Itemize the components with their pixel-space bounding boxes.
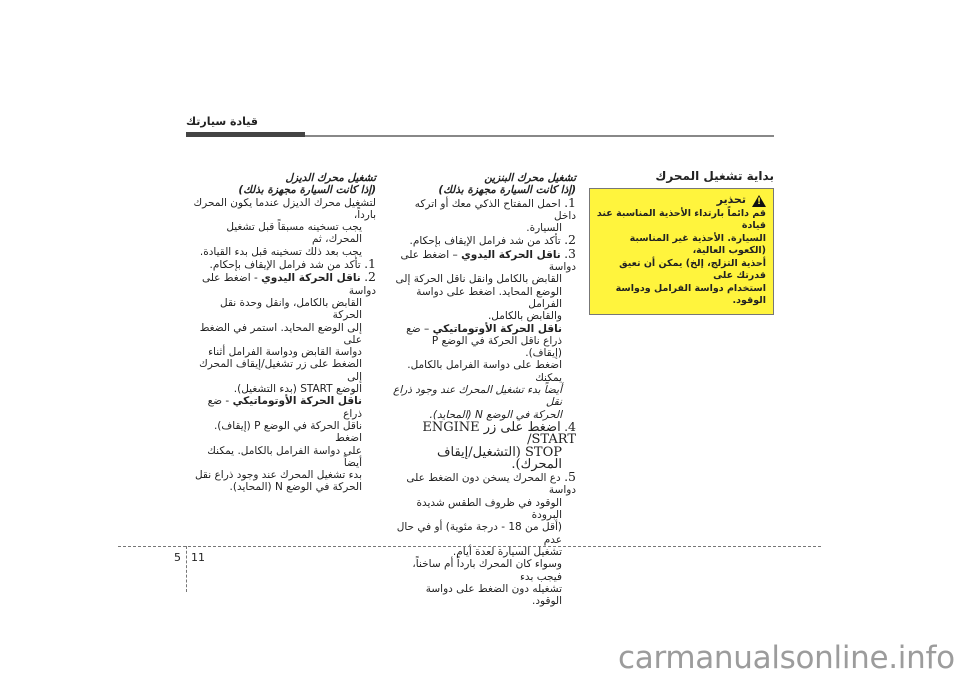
step-text: بدء تشغيل المحرك عند وجود ذراع نقل xyxy=(194,469,362,482)
step-text: دع المحرك يسخن دون الضغط على دواسة xyxy=(406,472,576,497)
step-text: القابض بالكامل، وانقل وحدة نقل الحركة xyxy=(220,296,362,322)
step-item xyxy=(393,194,576,235)
header-rule xyxy=(305,135,774,137)
step-text: ناقل الحركة في الوضع P (إيقاف). اضغط xyxy=(213,419,362,445)
step-number: 4. xyxy=(564,418,576,434)
step-text: دواسة القابض ودواسة الفرامل أثناء xyxy=(208,346,362,359)
warning-line: استخدام دواسة الفرامل ودواسة الوقود. xyxy=(615,282,766,307)
step-text: الوضع المحايد. اضغط على دواسة الفرامل xyxy=(416,285,562,310)
step-number: 3. xyxy=(564,245,576,261)
note-text: تشغيله دون الضغط على دواسة الوقود. xyxy=(425,582,562,608)
step-number: 5. xyxy=(564,469,576,485)
step-text: اضغط على زر ENGINE START/ xyxy=(422,419,576,448)
step-text: اضغط على دواسة الفرامل بالكامل. يمكنك xyxy=(407,359,562,384)
diesel-title: تشغيل محرك الديزل xyxy=(285,172,376,184)
intro-text: يجب تسخينه مسبقاً قبل تشغيل المحرك، ثم xyxy=(226,221,362,246)
step-number: 2. xyxy=(364,269,376,285)
step-text: (أقل من 18 - درجة مئوية) أو في حال عدم xyxy=(396,521,562,546)
step-item xyxy=(188,271,376,395)
step-text: - اضغط على دواسة xyxy=(201,272,376,297)
step-text: – ضع xyxy=(406,322,433,335)
running-header-title: قيادة سيارتك xyxy=(186,115,258,128)
step-text: تأكد من شد فرامل الإيقاف بإحكام. xyxy=(409,235,561,248)
step-text: - ضع ذراع xyxy=(207,395,362,420)
section-title: بداية تشغيل المحرك xyxy=(655,169,774,183)
header-accent-bar xyxy=(186,132,305,137)
step-text: الحركة في الوضع N (المحايد). xyxy=(229,481,362,494)
diesel-subtitle: (إذا كانت السيارة مجهزة بذلك) xyxy=(238,184,376,197)
chapter-number: 5 xyxy=(174,551,181,564)
warning-header xyxy=(595,194,766,207)
warning-line: السيارة. الأحذية غير المناسبة (الكعوب العالية، xyxy=(629,232,766,257)
step-lead: ناقل الحركة الأوتوماتيكي xyxy=(432,322,562,335)
step-item xyxy=(393,418,576,472)
warning-title: تحذير xyxy=(716,193,746,207)
step-item xyxy=(393,245,576,323)
intro-text: لتشغيل محرك الديزل عندما يكون المحرك بارداً، xyxy=(193,196,376,221)
step-text: ذراع ناقل الحركة في الوضع P (إيقاف). xyxy=(431,334,562,360)
closing-note xyxy=(393,558,576,607)
step-text: القابض بالكامل وانقل ناقل الحركة إلى xyxy=(395,273,562,286)
step-lead: ناقل الحركة الأوتوماتيكي xyxy=(232,395,362,408)
page-number: 11 xyxy=(191,551,205,564)
step-number: 1. xyxy=(564,194,576,210)
warning-box xyxy=(589,188,774,315)
step-text: STOP (التشغيل/إيقاف المحرك). xyxy=(437,444,562,472)
step-text: الحركة في الوضع N (المحايد). xyxy=(429,408,562,421)
warning-triangle-icon xyxy=(752,195,766,207)
step-text: والقابض بالكامل. xyxy=(487,310,562,323)
gasoline-subtitle: (إذا كانت السيارة مجهزة بذلك) xyxy=(438,184,576,197)
column-gasoline-engine xyxy=(393,172,576,607)
column-diesel-engine xyxy=(188,172,376,494)
step-item xyxy=(393,234,576,247)
step-number: 2. xyxy=(564,232,576,248)
step-text: إلى الوضع المحايد. استمر في الضغط على xyxy=(199,321,362,346)
note-text: وسواء كان المحرك بارداً أم ساخناً، فيجب بدء xyxy=(412,558,562,583)
warning-line: أحذية التزلج، إلخ) يمكن أن تعيق قدرتك على xyxy=(619,257,766,282)
step-lead: ناقل الحركة اليدوي xyxy=(461,248,561,261)
gasoline-title: تشغيل محرك البنزين xyxy=(484,172,576,184)
step-text: احمل المفتاح الذكي معك أو اتركه داخل xyxy=(414,197,576,222)
watermark: carmanualsonline.info xyxy=(618,640,955,676)
step-text: تشغيل السيارة لعدة أيام. xyxy=(452,545,562,558)
step-text: الضغط على زر تشغيل/إيقاف المحرك إلى xyxy=(199,358,362,383)
step-text: على دواسة الفرامل بالكامل. يمكنك أيضاً xyxy=(207,444,362,469)
footer-dotted-divider xyxy=(186,546,187,592)
step-text: – اضغط على دواسة xyxy=(400,248,576,274)
step-lead: ناقل الحركة اليدوي xyxy=(261,272,361,285)
step-subitem xyxy=(188,395,376,493)
intro-text: يجب بعد ذلك تسخينه قبل بدء القيادة. xyxy=(199,245,362,258)
step-text: السيارة. xyxy=(526,222,562,235)
footer-dotted-rule xyxy=(118,546,821,547)
step-number: 1. xyxy=(364,256,376,272)
step-text: تأكد من شد فرامل الإيقاف بإحكام. xyxy=(209,259,361,272)
step-text: أيضاً بدء تشغيل المحرك عند وجود ذراع نقل xyxy=(393,384,562,409)
step-item xyxy=(188,258,376,271)
step-text: الوقود في ظروف الطقس شديدة البرودة xyxy=(416,496,562,522)
step-text: الوضع START (بدء التشغيل). xyxy=(233,383,362,396)
step-subitem xyxy=(393,323,576,421)
warning-line: قم دائماً بارتداء الأحذية المناسبة عند قيادة xyxy=(596,207,766,232)
column-engine-start xyxy=(589,170,774,315)
